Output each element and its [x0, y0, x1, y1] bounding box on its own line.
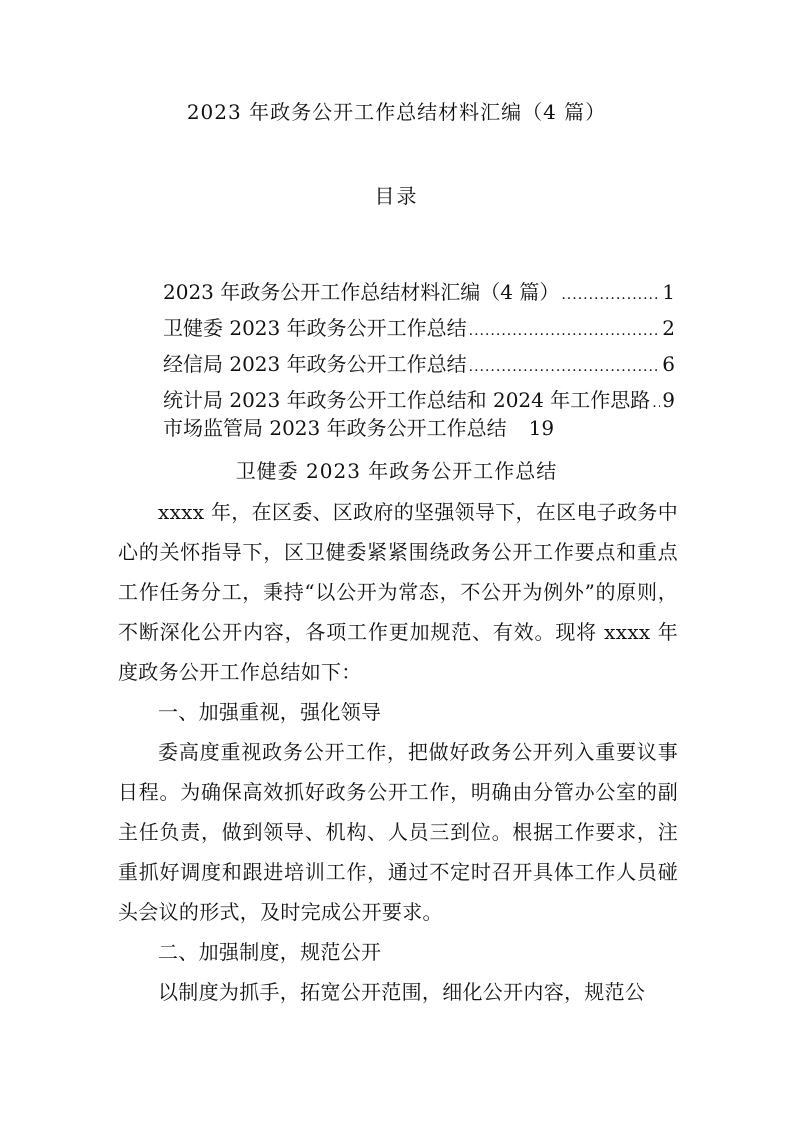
document-title: 2023 年政务公开工作总结材料汇编（4 篇） [186, 100, 607, 124]
toc-entry[interactable] [163, 412, 675, 448]
toc-leader-dots [469, 359, 661, 375]
toc-entry[interactable] [163, 312, 675, 348]
toc-entry-page: 6 [662, 352, 675, 376]
toc-heading: 目录 [374, 184, 419, 208]
toc-entry-title: 卫健委 2023 年政务公开工作总结 [163, 316, 467, 340]
toc-entry-title: 经信局 2023 年政务公开工作总结 [163, 352, 467, 376]
paragraph: 以制度为抓手，拓宽公开范围，细化公开内容，规范公 [158, 980, 646, 1004]
toc-entry[interactable] [163, 276, 675, 312]
subheading: 二、加强制度，规范公开 [158, 940, 382, 964]
body-text [118, 492, 678, 1012]
toc-entry-title: 统计局 2023 年政务公开工作总结和 2024 年工作思路 [163, 388, 651, 412]
paragraph: xxxx 年，在区委、区政府的坚强领导下，在区电子政务中心的关怀指导下，区卫健委紧紧围绕政务公开工作要点和重点工作任务分工，秉持“以公开为常态，不公开为例外”的原则，不断深化公开内容，各项工作更加规范、有效。现将 xxxx 年度政务公开工作总结如下： [118, 500, 678, 684]
section-title: 卫健委 2023 年政务公开工作总结 [235, 459, 558, 483]
table-of-contents [163, 276, 675, 448]
toc-entry-page: 9 [662, 388, 675, 412]
subheading: 一、加强重视，强化领导 [158, 700, 382, 724]
toc-entry-page: 19 [528, 416, 555, 440]
toc-leader-dots [561, 287, 660, 303]
paragraph: 委高度重视政务公开工作，把做好政务公开列入重要议事日程。为确保高效抓好政务公开工作，明确由分管办公室的副主任负责，做到领导、机构、人员三到位。根据工作要求，注重抓好调度和跟进培训工作，通过不定时召开具体工作人员碰头会议的形式，及时完成公开要求。 [118, 740, 678, 924]
toc-leader-dots [652, 395, 660, 411]
toc-leader-dots [469, 323, 661, 339]
toc-entry[interactable] [163, 348, 675, 384]
toc-entry-page: 2 [662, 316, 675, 340]
toc-entry-title: 市场监管局 2023 年政务公开工作总结 [163, 416, 507, 440]
toc-entry-page: 1 [662, 280, 675, 304]
toc-entry-title: 2023 年政务公开工作总结材料汇编（4 篇） [163, 280, 560, 304]
